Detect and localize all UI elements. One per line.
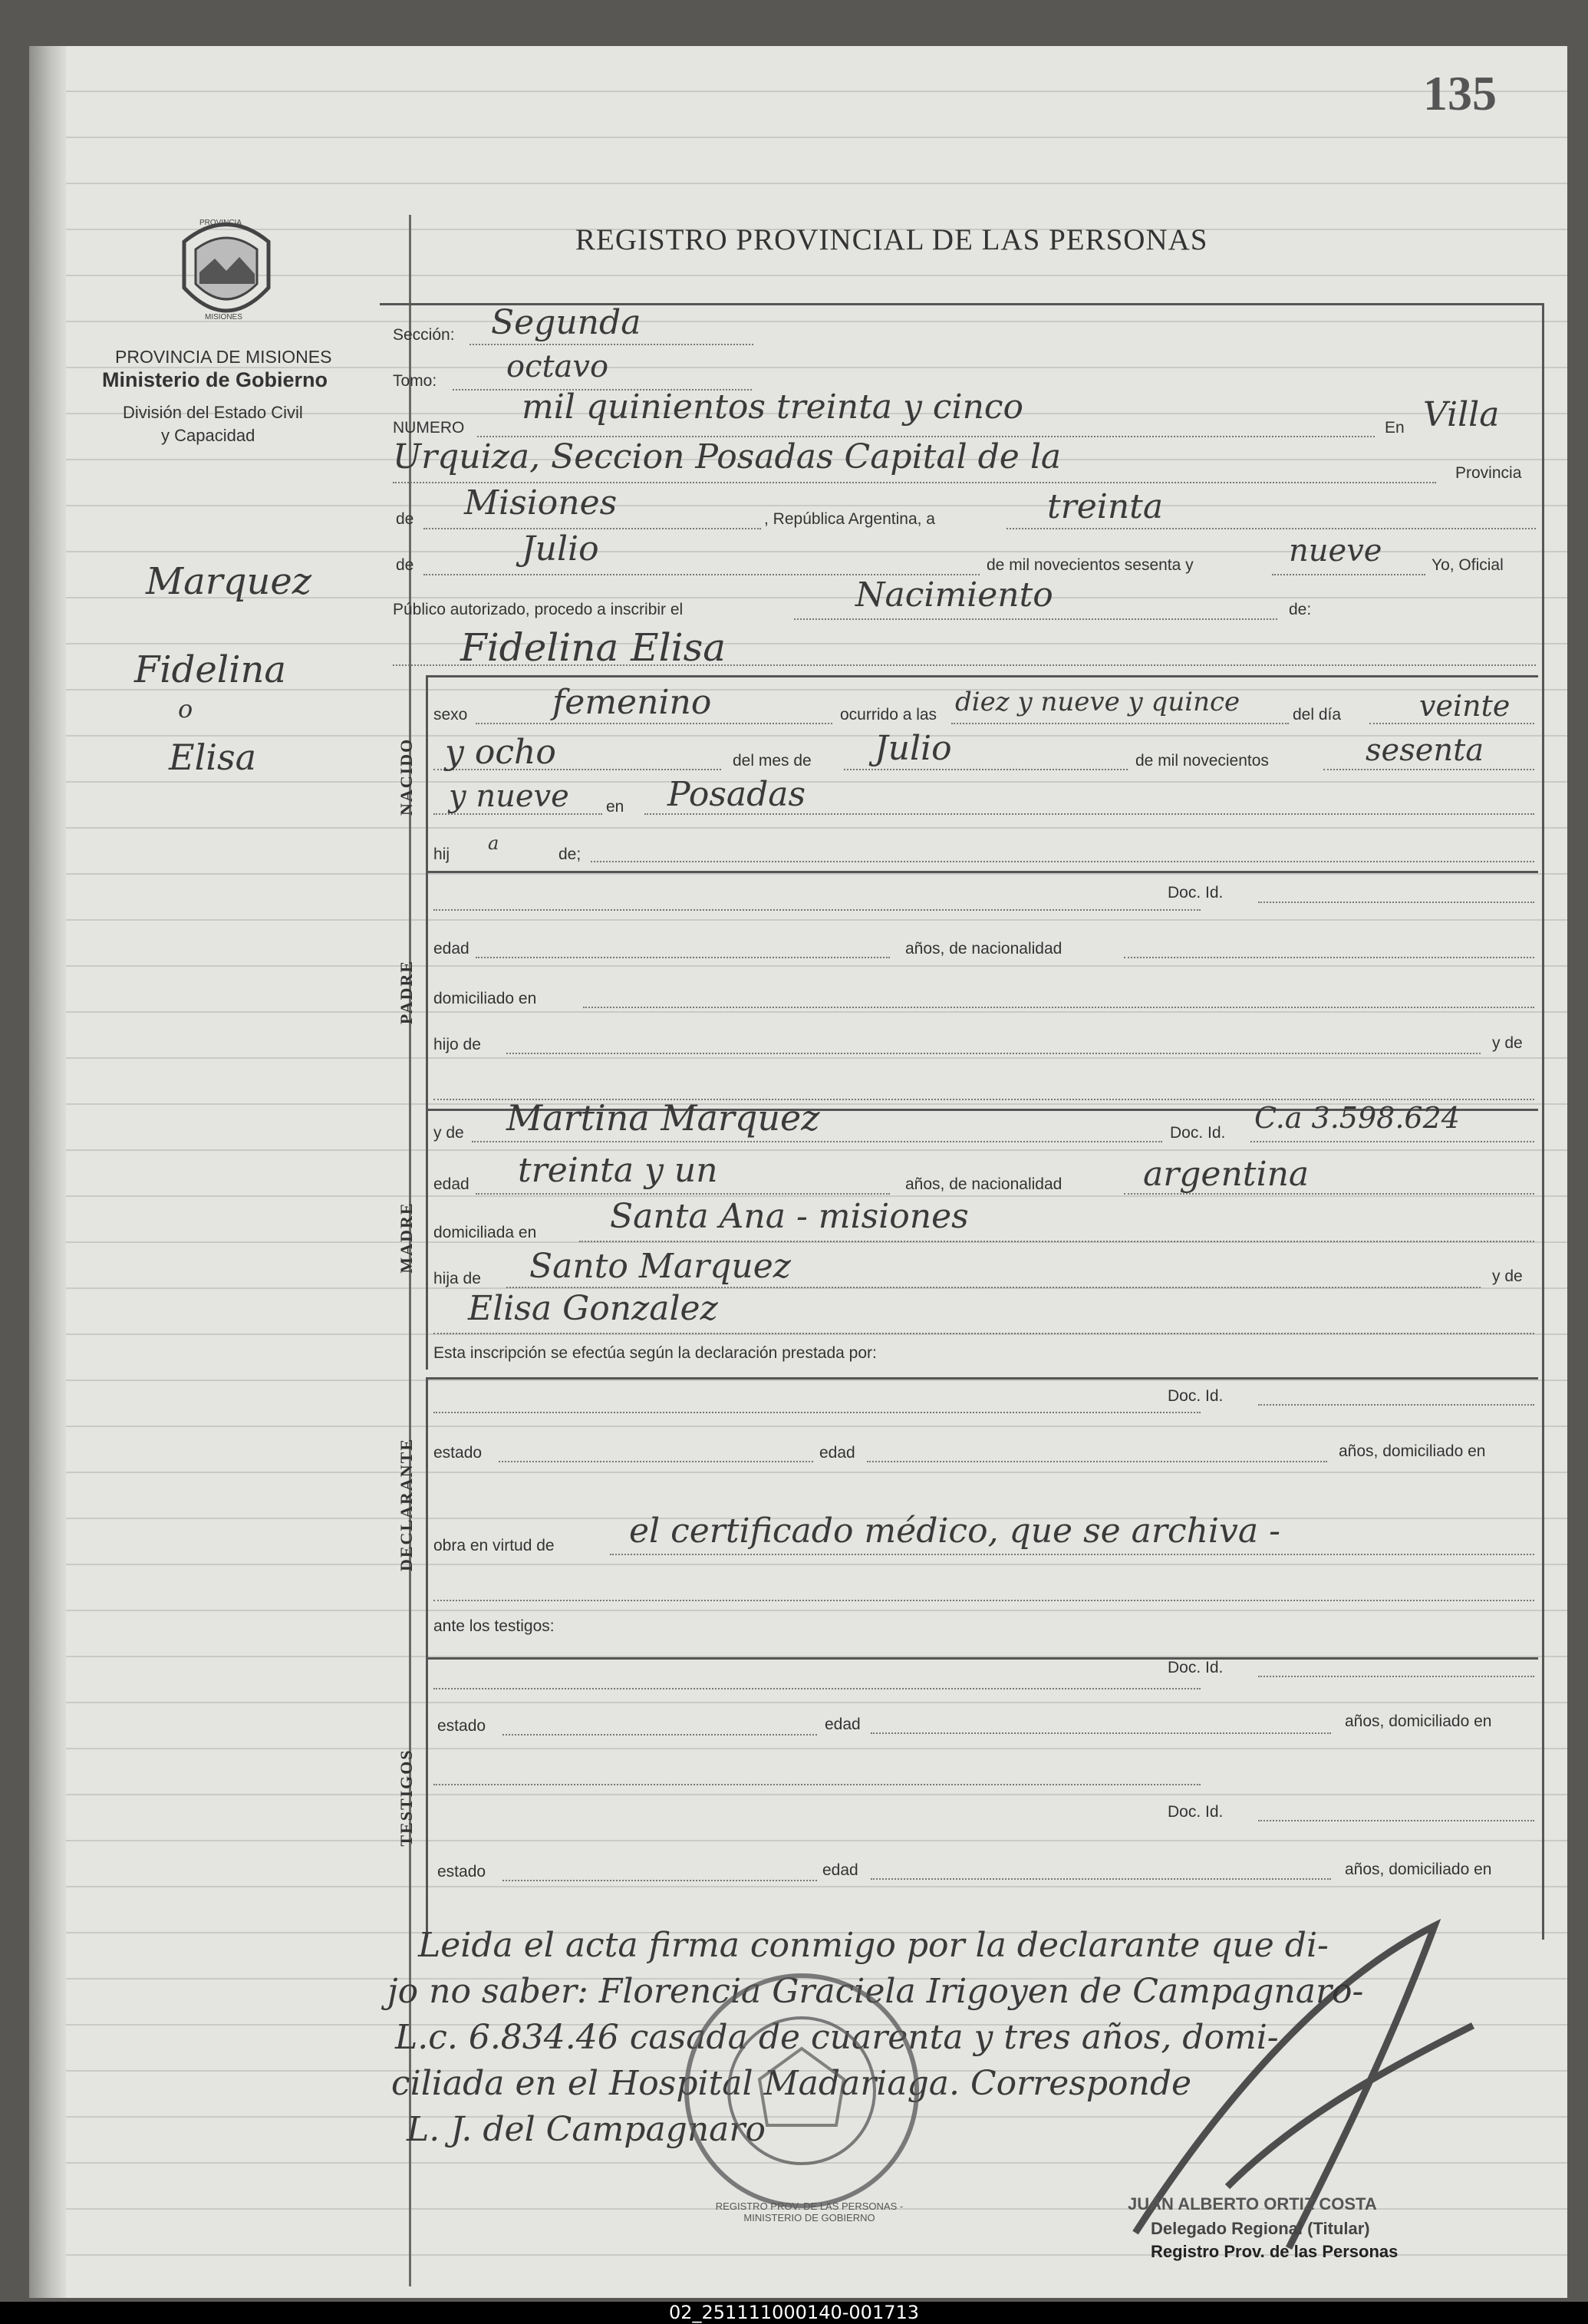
value-acto: Nacimiento xyxy=(855,575,1053,615)
book-spine xyxy=(29,46,66,2298)
label-de-acto: de: xyxy=(1289,601,1312,618)
label-de-mil-nac: de mil novecientos xyxy=(1135,752,1269,770)
label-madre-hija-de: hija de xyxy=(433,1270,481,1287)
label-hij-de: de; xyxy=(558,846,581,863)
value-dia-nac2: y ocho xyxy=(445,733,556,772)
document-title: REGISTRO PROVINCIAL DE LAS PERSONAS xyxy=(575,223,1208,256)
value-hij-suffix: a xyxy=(488,832,499,854)
label-de-mes: de xyxy=(396,556,414,574)
value-hora: diez y nueve y quince xyxy=(955,687,1240,717)
value-lugar2: Urquiza, Seccion Posadas Capital de la xyxy=(393,437,1062,476)
official-office: Registro Prov. de las Personas xyxy=(1151,2242,1399,2261)
nacido-divider xyxy=(426,675,1538,677)
value-lugar-nac: Posadas xyxy=(667,775,806,814)
side-label-padre: PADRE xyxy=(397,959,416,1025)
margin-connector: o xyxy=(178,694,193,724)
value-dia: treinta xyxy=(1047,487,1164,526)
official-stamp-icon xyxy=(675,1964,928,2217)
ministry-heading: Ministerio de Gobierno xyxy=(102,368,328,391)
value-anio-nac: sesenta xyxy=(1366,733,1484,768)
label-en-nac: en xyxy=(606,798,624,816)
margin-surname: Marquez xyxy=(146,560,312,603)
label-madre-edad: edad xyxy=(433,1175,469,1193)
closing-note-3: L.c. 6.834.46 casada de cuarenta y tres años, domi- xyxy=(395,2018,1279,2057)
margin-column xyxy=(110,215,414,2286)
side-label-madre: MADRE xyxy=(397,1202,416,1274)
page-number: 135 xyxy=(1423,66,1497,120)
label-madre-y-de: y de xyxy=(433,1124,464,1142)
value-madre-nac: argentina xyxy=(1143,1155,1310,1194)
label-padre-domicilio: domiciliado en xyxy=(433,990,537,1007)
image-id-footer: 02_251111000140-001713 xyxy=(0,2302,1588,2324)
label-declarante-anos: años, domiciliado en xyxy=(1339,1442,1486,1460)
label-declarante-doc: Doc. Id. xyxy=(1168,1387,1224,1405)
province-heading: PROVINCIA DE MISIONES xyxy=(115,347,332,367)
value-madre-nombre: Martina Marquez xyxy=(506,1097,820,1139)
label-padre-edad: edad xyxy=(433,940,469,958)
label-testigo1-doc: Doc. Id. xyxy=(1168,1659,1224,1676)
value-mes: Julio xyxy=(522,529,599,569)
label-republica: , República Argentina, a xyxy=(764,510,935,528)
label-testigo1-anos: años, domiciliado en xyxy=(1345,1713,1492,1730)
value-anio-nac2: y nueve xyxy=(449,779,569,814)
value-madre-madre: Elisa Gonzalez xyxy=(468,1289,718,1328)
value-madre-padre: Santo Marquez xyxy=(529,1247,791,1286)
label-del-dia: del día xyxy=(1293,706,1342,724)
division-line1: División del Estado Civil xyxy=(123,403,303,422)
value-tomo: octavo xyxy=(506,349,609,384)
label-provincia: Provincia xyxy=(1455,464,1522,482)
seal-bottom-text: MISIONES xyxy=(205,313,242,321)
label-sexo: sexo xyxy=(433,706,468,724)
label-numero: NUMERO xyxy=(393,419,465,437)
label-madre-y-de2: y de xyxy=(1492,1267,1523,1285)
label-en: En xyxy=(1385,419,1405,437)
value-nombre: Fidelina Elisa xyxy=(460,625,726,670)
side-label-declarante: DECLARANTE xyxy=(397,1437,416,1571)
value-obra: el certificado médico, que se archiva - xyxy=(629,1511,1280,1551)
label-declarante-estado: estado xyxy=(433,1444,483,1462)
label-obra: obra en virtud de xyxy=(433,1537,555,1554)
label-ocurrido: ocurrido a las xyxy=(840,706,937,724)
value-madre-dom: Santa Ana - misiones xyxy=(610,1197,969,1236)
label-padre-anos: años, de nacionalidad xyxy=(905,940,1063,958)
label-de-provincia: de xyxy=(396,510,414,528)
value-mes-nac: Julio xyxy=(875,729,952,768)
margin-second-name: Elisa xyxy=(169,737,257,778)
value-sexo: femenino xyxy=(552,683,712,722)
label-testigo2-anos: años, domiciliado en xyxy=(1345,1861,1492,1878)
testigos-divider xyxy=(426,1657,1538,1660)
label-madre-doc: Doc. Id. xyxy=(1170,1124,1226,1142)
label-testigo1-estado: estado xyxy=(437,1717,486,1735)
value-anio: nueve xyxy=(1289,533,1382,569)
value-lugar1: Villa xyxy=(1423,395,1500,434)
value-provincia: Misiones xyxy=(464,483,618,522)
label-padre-y-de: y de xyxy=(1492,1034,1523,1052)
label-testigo2-estado: estado xyxy=(437,1863,486,1881)
label-tomo: Tomo: xyxy=(393,372,437,390)
value-dia-nac: veinte xyxy=(1419,689,1511,723)
label-ante: ante los testigos: xyxy=(433,1617,555,1635)
official-name: JUAN ALBERTO ORTIZ COSTA xyxy=(1128,2194,1377,2214)
label-padre-doc: Doc. Id. xyxy=(1168,884,1224,902)
label-testigo1-edad: edad xyxy=(825,1716,861,1733)
label-testigo2-edad: edad xyxy=(822,1861,858,1879)
padre-divider xyxy=(426,871,1538,873)
closing-note-5: L. J. del Campagnaro xyxy=(407,2110,766,2149)
official-title: Delegado Regional (Titular) xyxy=(1151,2219,1370,2238)
label-del-mes: del mes de xyxy=(733,752,812,770)
label-de-mil: de mil novecientos sesenta y xyxy=(987,556,1194,574)
declarante-divider xyxy=(426,1377,1538,1380)
label-seccion: Sección: xyxy=(393,326,455,344)
value-seccion: Segunda xyxy=(491,303,641,342)
label-yo-oficial: Yo, Oficial xyxy=(1432,556,1504,574)
margin-first-name: Fidelina xyxy=(134,648,287,691)
label-inscripcion: Esta inscripción se efectúa según la declaración prestada por: xyxy=(433,1344,877,1362)
side-label-nacido: NACIDO xyxy=(397,737,416,816)
closing-note-4: ciliada en el Hospital Madariaga. Corresponde xyxy=(391,2064,1192,2103)
label-hij: hij xyxy=(433,846,450,863)
value-madre-edad: treinta y un xyxy=(518,1151,718,1190)
seal-top-text: PROVINCIA xyxy=(199,219,242,227)
division-line2: y Capacidad xyxy=(161,426,255,445)
side-label-testigos: TESTIGOS xyxy=(397,1749,416,1847)
stamp-ring-text: REGISTRO PROV. DE LAS PERSONAS - MINISTERIO DE GOBIERNO xyxy=(715,2200,904,2223)
label-padre-hijo-de: hijo de xyxy=(433,1036,481,1053)
closing-note-1: Leida el acta firma conmigo por la declarante que di- xyxy=(418,1926,1329,1965)
label-declarante-edad: edad xyxy=(819,1444,855,1462)
label-publico: Público autorizado, procedo a inscribir el xyxy=(393,601,684,618)
label-madre-domicilio: domiciliada en xyxy=(433,1224,537,1241)
label-testigo2-doc: Doc. Id. xyxy=(1168,1803,1224,1821)
closing-note-2: jo no saber: Florencia Graciela Irigoyen de Campagnaro- xyxy=(387,1972,1364,2011)
value-madre-doc: C.a 3.598.624 xyxy=(1254,1101,1460,1135)
label-madre-anos: años, de nacionalidad xyxy=(905,1175,1063,1193)
value-numero: mil quinientos treinta y cinco xyxy=(522,387,1024,427)
